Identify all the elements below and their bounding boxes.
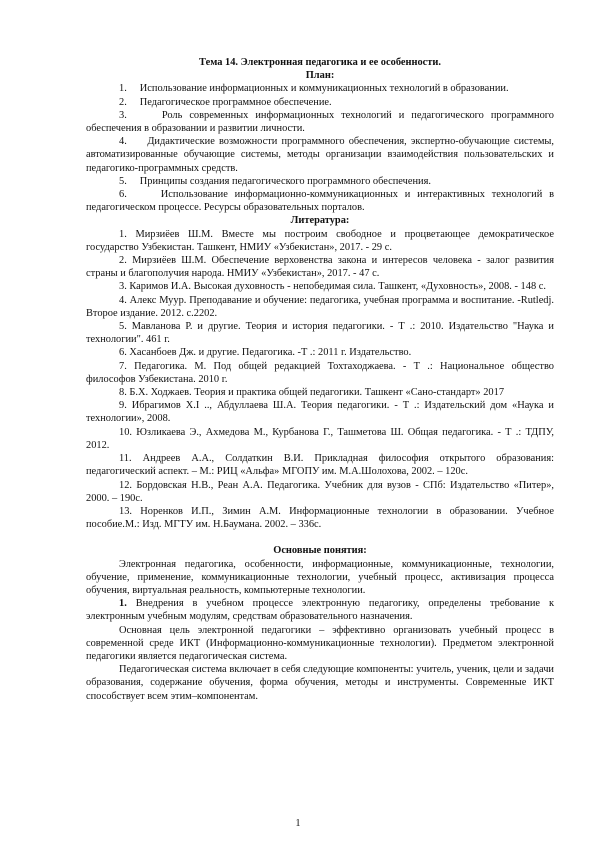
plan-item-text: Принципы создания педагогического программного обеспечения. — [139, 175, 431, 187]
plan-item-text: Использование информационно-коммуникационных и интерактивных технологий в педагогическом процессе. Ресурсы образовательных порталов. — [86, 189, 554, 214]
plan-item-text: Использование информационных и коммуникационных технологий в образовании. — [139, 83, 509, 95]
plan-item-number: 2. — [119, 96, 127, 108]
literature-item: 8. Б.Х. Ходжаев. Теория и практика общей педагогики. Ташкент «Сано-стандарт» 2017 — [119, 387, 505, 399]
plan-item — [86, 188, 554, 214]
concepts-heading: Основные понятия: — [273, 545, 367, 557]
concepts-paragraph-2: Основная цель электронной педагогики – эффективно организовать учебный процесс в современной среде ИКТ (Информационно-коммуникационные технологии). Предметом электронной педагогики является педагогическая система. — [86, 624, 554, 662]
plan-list — [86, 82, 554, 214]
concepts-paragraph-1 — [86, 597, 554, 623]
literature-heading: Литература: — [290, 215, 350, 227]
literature-item: 7. Педагогика. М. Под общей редакцией Тохтаходжаева. - Т .: Национальное общество философов Узбекистана. 2010 г. — [86, 360, 554, 385]
plan-item — [86, 109, 554, 135]
literature-item: 5. Мавланова Р. и другие. Теория и история педагогики. - Т .: 2010. Издательство "Наука и технологии". 461 г. — [86, 321, 554, 346]
plan-item-number: 1. — [119, 83, 127, 95]
literature-item: 4. Алекс Муур. Преподавание и обучение: педагогика, учебная программа и воспитание. -Rutledj. Второе издание. 2012. с.2202. — [86, 294, 554, 319]
topic-title: Тема 14. Электронная педагогика и ее особенности. — [199, 57, 441, 68]
plan-item-number: 4. — [119, 136, 127, 148]
plan-item-text: Роль современных информационных технологий и педагогического программного обеспечения в образовании и развитии личности. — [86, 109, 554, 135]
literature-item: 13. Норенков И.П., Зимин А.М. Информационные технологии в образовании. Учебное пособие.М.: Изд. МГТУ им. Н.Баумана. 2002. – 336с. — [86, 505, 554, 531]
plan-item-text: Педагогическое программное обеспечение. — [139, 96, 332, 108]
paragraph-text: Внедрения в учебном процессе электронную педагогику, определены требование к электронным учебным модулям, средствам образовательного назначения. — [86, 598, 554, 623]
literature-item: 10. Юзликаева Э., Ахмедова М., Курбанова Г., Ташметова Ш. Общая педагогика. - Т .: ТДПУ, 2012. — [86, 426, 554, 451]
literature-list — [86, 228, 554, 532]
literature-item: 9. Ибрагимов Х.І .., Абдуллаева Ш.А. Теория педагогики. - Т .: Издательский дом «Наука и технологии», 2008. — [86, 400, 554, 425]
key-terms-paragraph: Электронная педагогика, особенности, информационные, коммуникационные, технологии, обучение, применение, коммуникационные технологии, учебный процесс, активизация процесса обучения, виртуальная реальность, компьютерные технологии. — [86, 558, 554, 596]
literature-item: 6. Хасанбоев Дж. и другие. Педагогика. -Т .: 2011 г. Издательство. — [119, 347, 412, 359]
plan-item — [86, 175, 554, 188]
literature-item: 12. Бордовская Н.В., Реан А.А. Педагогика. Учебник для вузов - СПб: Издательство «Питер», 2000. – 190с. — [86, 479, 554, 504]
literature-item: 11. Андреев А.А., Солдаткин В.И. Прикладная философия открытого образования: педагогический аспект. – М.: РИЦ «Альфа» МГОПУ им. М.А.Шолохова, 2002. – 120с. — [86, 453, 554, 478]
paragraph-number: 1. — [119, 598, 127, 610]
plan-item — [86, 96, 554, 109]
plan-item-number: 3. — [119, 109, 127, 121]
concepts-paragraph-3: Педагогическая система включает в себя следующие компоненты: учитель, ученик, цели и задачи образования, содержание обучения, форма обучения, методы и инструменты. Современные ИКТ способствует всем этим–компонентам. — [86, 664, 554, 702]
page-number: 1 — [295, 818, 301, 829]
literature-item: 2. Мирзиёев Ш.М. Обеспечение верховенства закона и интересов человека - залог развития страны и благополучия народа. НМИУ «Узбекистан», 2017. - 47 с. — [86, 255, 554, 280]
page-content — [86, 56, 554, 703]
plan-item — [86, 82, 554, 95]
plan-item-number: 6. — [119, 189, 127, 201]
plan-item-number: 5. — [119, 175, 127, 187]
literature-item: 1. Мирзиёев Ш.М. Вместе мы построим свободное и процветающее демократическое государство Узбекистан. Ташкент, НМИУ «Узбекистан», 2017. - 29 с. — [86, 228, 554, 253]
plan-item-text: Дидактические возможности программного обеспечения, экспертно-обучающие системы, автоматизированные обучающие системы, методы организации взаимодействия пользовательских и педагогико-программных средств. — [86, 136, 554, 174]
plan-heading: План: — [305, 70, 335, 82]
plan-item — [86, 135, 554, 175]
literature-item: 3. Каримов И.А. Высокая духовность - непобедимая сила. Ташкент, «Духовность», 2008. - 148 с. — [119, 281, 546, 293]
